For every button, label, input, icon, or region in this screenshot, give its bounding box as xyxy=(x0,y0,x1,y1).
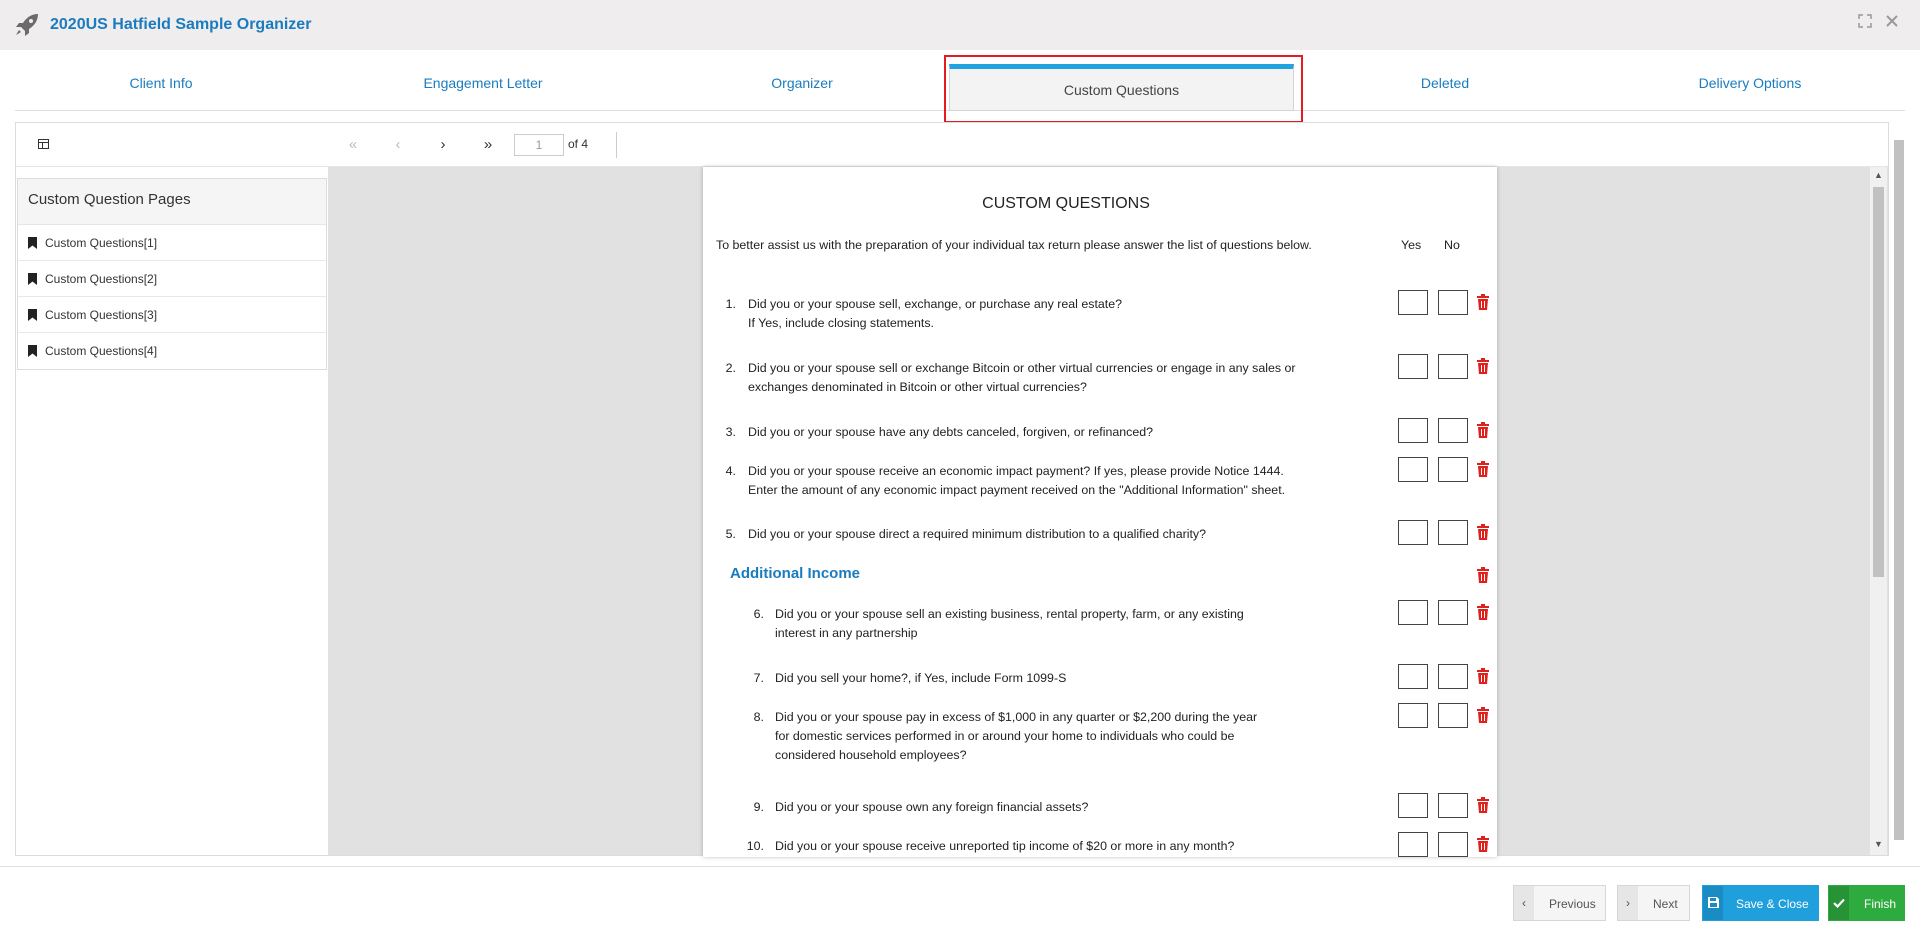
question-row xyxy=(703,525,1497,544)
yes-checkbox[interactable] xyxy=(1398,290,1428,315)
no-checkbox[interactable] xyxy=(1438,457,1468,482)
no-checkbox[interactable] xyxy=(1438,418,1468,443)
question-text-line: Did you sell your home?, if Yes, include Form 1099-S xyxy=(775,671,1067,685)
no-checkbox[interactable] xyxy=(1438,520,1468,545)
toolbar-divider xyxy=(616,132,617,158)
window-titlebar xyxy=(0,0,1920,50)
question-text-line: Did you or your spouse direct a required minimum distribution to a qualified charity? xyxy=(748,527,1206,541)
question-number: 1. xyxy=(725,297,736,311)
question-text-line: Did you or your spouse receive unreported tip income of $20 or more in any month? xyxy=(775,839,1235,853)
trash-icon[interactable] xyxy=(1476,524,1490,540)
page-count-label: of 4 xyxy=(568,137,589,151)
document-intro: To better assist us with the preparation of your individual tax return please answer the list of questions below. xyxy=(716,238,1312,252)
custom-question-pages-panel xyxy=(17,178,327,370)
sidebar-item-custom-questions-4[interactable] xyxy=(18,333,326,369)
tab-delivery-options[interactable]: Delivery Options xyxy=(1698,74,1802,91)
question-text-line: exchanges denominated in Bitcoin or other virtual currencies? xyxy=(748,380,1087,394)
bookmark-icon xyxy=(28,237,37,249)
maximize-icon[interactable] xyxy=(1856,14,1874,32)
next-page-icon[interactable]: › xyxy=(440,136,446,153)
question-text-line: Did you or your spouse pay in excess of $1,000 in any quarter or $2,200 during the year xyxy=(775,710,1258,724)
sidebar-item-label: Custom Questions[2] xyxy=(45,271,158,286)
trash-icon[interactable] xyxy=(1476,294,1490,310)
sidebar-item-label: Custom Questions[1] xyxy=(45,235,158,250)
no-checkbox[interactable] xyxy=(1438,600,1468,625)
trash-icon[interactable] xyxy=(1476,604,1490,620)
question-row xyxy=(703,462,1497,500)
question-number: 2. xyxy=(725,361,736,375)
trash-icon[interactable] xyxy=(1476,668,1490,684)
question-text-line: Did you or your spouse have any debts canceled, forgiven, or refinanced? xyxy=(748,425,1154,439)
document-scrollbar[interactable] xyxy=(1870,167,1887,855)
section-trash-icon[interactable] xyxy=(1476,567,1490,583)
tab-custom-questions[interactable]: Custom Questions xyxy=(949,64,1294,111)
page-number-input[interactable] xyxy=(514,134,564,156)
window-title: 2020US Hatfield Sample Organizer xyxy=(50,16,312,33)
question-row xyxy=(703,359,1497,397)
question-row xyxy=(703,837,1497,856)
document-title: CUSTOM QUESTIONS xyxy=(982,195,1150,212)
page-scrollbar[interactable] xyxy=(1890,122,1907,856)
tab-client-info[interactable]: Client Info xyxy=(129,74,193,91)
previous-button[interactable]: ‹ Previous xyxy=(1513,885,1606,921)
question-number: 9. xyxy=(753,800,764,814)
question-text-line: Did you or your spouse receive an economic impact payment? If yes, please provide Notice 1444. xyxy=(748,464,1284,478)
question-text-line: Did you or your spouse own any foreign financial assets? xyxy=(775,800,1089,814)
question-text-line: Did you or your spouse sell or exchange Bitcoin or other virtual currencies or engage in any sales or xyxy=(748,361,1296,375)
tab-engagement-letter[interactable]: Engagement Letter xyxy=(423,74,543,91)
scrollbar-thumb[interactable] xyxy=(1873,187,1884,577)
close-icon[interactable] xyxy=(1883,14,1901,32)
yes-checkbox[interactable] xyxy=(1398,793,1428,818)
question-row xyxy=(703,798,1497,817)
tab-bar xyxy=(15,54,1905,111)
no-checkbox[interactable] xyxy=(1438,664,1468,689)
question-text-line: considered household employees? xyxy=(775,748,967,762)
no-checkbox[interactable] xyxy=(1438,354,1468,379)
page-scrollbar-thumb[interactable] xyxy=(1894,140,1904,840)
question-number: 10. xyxy=(746,839,764,853)
checkmark-icon xyxy=(1829,886,1849,920)
next-button[interactable]: › Next xyxy=(1617,885,1690,921)
save-close-button[interactable]: Save & Close xyxy=(1702,885,1819,921)
no-checkbox[interactable] xyxy=(1438,832,1468,857)
question-text-line: If Yes, include closing statements. xyxy=(748,316,934,330)
no-checkbox[interactable] xyxy=(1438,703,1468,728)
question-text-line: Enter the amount of any economic impact payment received on the "Additional Information" sheet. xyxy=(748,483,1286,497)
sidebar-item-custom-questions-2[interactable] xyxy=(18,261,326,297)
chevron-left-icon: ‹ xyxy=(1514,886,1534,920)
question-row xyxy=(703,669,1497,688)
sidebar-item-custom-questions-3[interactable] xyxy=(18,297,326,333)
sidebar-item-label: Custom Questions[3] xyxy=(45,307,158,322)
question-text-line: interest in any partnership xyxy=(775,626,918,640)
trash-icon[interactable] xyxy=(1476,461,1490,477)
bookmark-icon xyxy=(28,345,37,357)
tab-organizer[interactable]: Organizer xyxy=(771,74,833,91)
question-row xyxy=(703,423,1497,442)
trash-icon[interactable] xyxy=(1476,358,1490,374)
yes-checkbox[interactable] xyxy=(1398,664,1428,689)
viewer-toolbar xyxy=(16,123,1888,167)
trash-icon[interactable] xyxy=(1476,797,1490,813)
question-text-line: for domestic services performed in or around your home to individuals who could be xyxy=(775,729,1235,743)
question-text-line: Did you or your spouse sell an existing business, rental property, farm, or any existing xyxy=(775,607,1244,621)
scroll-down-icon[interactable]: ▼ xyxy=(1874,839,1883,849)
question-number: 3. xyxy=(725,425,736,439)
sidebar-item-custom-questions-1[interactable] xyxy=(18,225,326,261)
question-number: 4. xyxy=(725,464,736,478)
trash-icon[interactable] xyxy=(1476,422,1490,438)
section-additional-income: Additional Income xyxy=(730,565,861,582)
no-checkbox[interactable] xyxy=(1438,290,1468,315)
chevron-right-icon: › xyxy=(1618,886,1638,920)
yes-checkbox[interactable] xyxy=(1398,354,1428,379)
yes-checkbox[interactable] xyxy=(1398,418,1428,443)
rocket-icon xyxy=(14,13,40,37)
no-column-header: No xyxy=(1444,238,1460,252)
yes-checkbox[interactable] xyxy=(1398,832,1428,857)
save-icon xyxy=(1703,886,1723,920)
sidebar-item-label: Custom Questions[4] xyxy=(45,344,158,358)
yes-column-header: Yes xyxy=(1401,238,1422,252)
question-row xyxy=(703,605,1497,643)
yes-checkbox[interactable] xyxy=(1398,600,1428,625)
document-page xyxy=(703,167,1497,857)
footer-bar xyxy=(0,866,1920,937)
bookmark-icon xyxy=(28,309,37,321)
scroll-up-icon[interactable]: ▲ xyxy=(1874,170,1883,180)
trash-icon[interactable] xyxy=(1476,707,1490,723)
question-number: 8. xyxy=(753,710,764,724)
question-row xyxy=(703,708,1497,765)
sidebar-toggle-icon[interactable] xyxy=(33,136,53,154)
yes-checkbox[interactable] xyxy=(1398,520,1428,545)
prev-page-icon[interactable]: ‹ xyxy=(395,136,401,153)
question-number: 6. xyxy=(753,607,764,621)
question-number: 7. xyxy=(753,671,764,685)
finish-button[interactable]: Finish xyxy=(1828,885,1905,921)
bookmark-icon xyxy=(28,273,37,285)
yes-checkbox[interactable] xyxy=(1398,703,1428,728)
trash-icon[interactable] xyxy=(1476,836,1490,852)
question-row xyxy=(703,295,1497,333)
yes-checkbox[interactable] xyxy=(1398,457,1428,482)
question-text-line: Did you or your spouse sell, exchange, or purchase any real estate? xyxy=(748,297,1123,311)
no-checkbox[interactable] xyxy=(1438,793,1468,818)
first-page-icon[interactable]: « xyxy=(348,136,358,153)
question-number: 5. xyxy=(725,527,736,541)
sidebar-heading: Custom Question Pages xyxy=(18,179,326,225)
last-page-icon[interactable]: » xyxy=(483,136,493,153)
tab-deleted[interactable]: Deleted xyxy=(1420,74,1470,91)
